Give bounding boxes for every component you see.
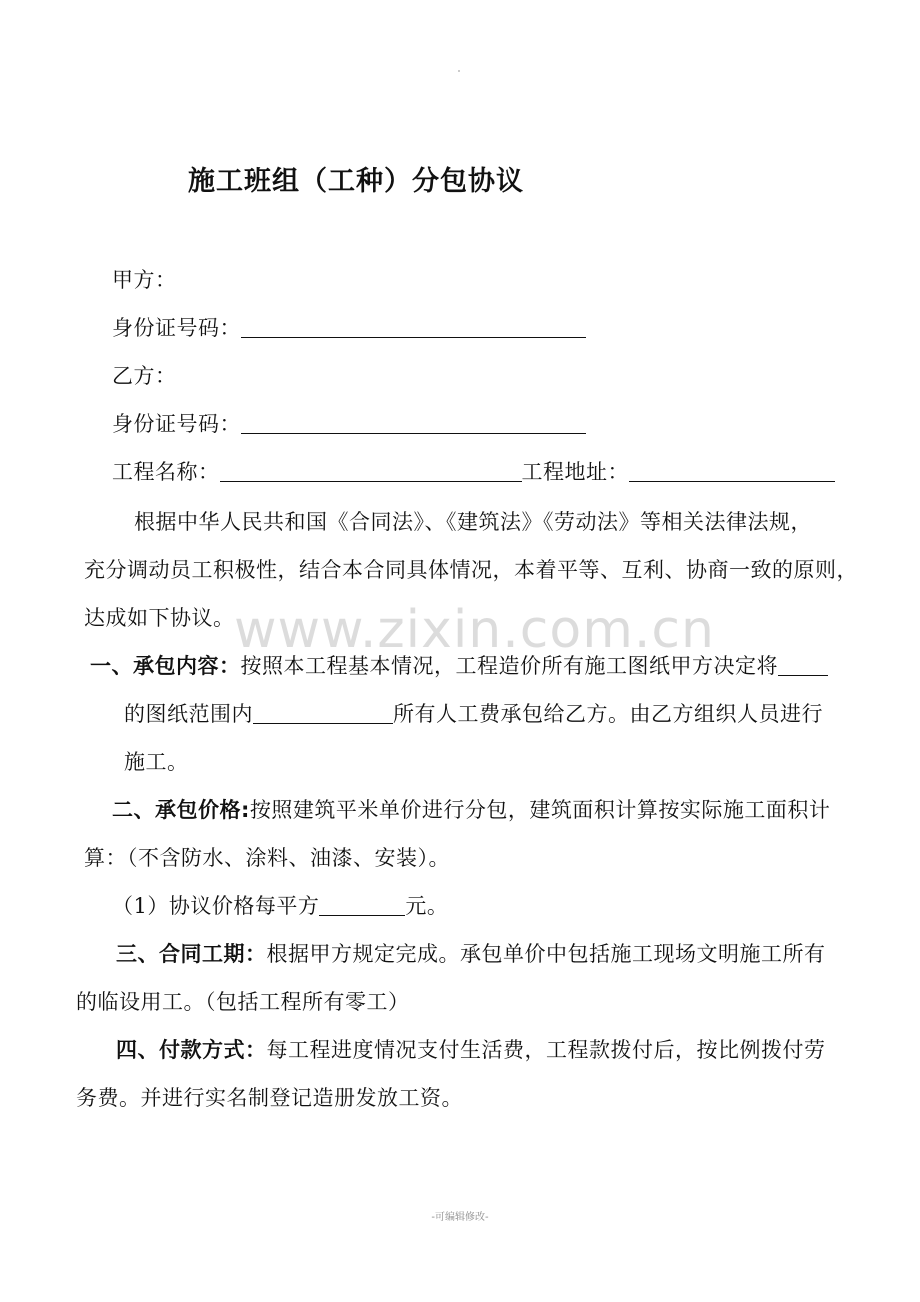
section1-line-3: 施工。 (124, 750, 189, 774)
section2-text-1: 按照建筑平米单价进行分包，建筑面积计算按实际施工面积计 (249, 798, 831, 822)
page-footer: -可编辑修改- (431, 1212, 489, 1223)
page-speck (458, 70, 460, 72)
section1-text-2b: 所有人工费承包给乙方。由乙方组织人员进行 (393, 702, 823, 726)
section2-line-1 (112, 796, 830, 824)
party-a-id-line (112, 314, 586, 342)
preamble-line-3: 达成如下协议。 (84, 606, 235, 630)
project-address-blank[interactable] (629, 459, 835, 482)
section2-heading: 二、承包价格: (112, 798, 250, 822)
party-b-id-label: 身份证号码： (112, 412, 241, 436)
section4-line-1 (116, 1036, 826, 1064)
section2-item-1a: （1）协议价格每平方 (112, 894, 320, 918)
section2-item-1 (112, 892, 448, 920)
party-a-label: 甲方： (112, 268, 177, 292)
section1-line-1 (90, 652, 828, 680)
section3-line-1 (116, 940, 826, 968)
section1-range-blank[interactable] (253, 701, 393, 724)
section4-text-1: 每工程进度情况支付生活费，工程款拨付后，按比例拨付劳 (266, 1038, 826, 1062)
party-b-line (112, 362, 177, 390)
party-a-id-blank[interactable] (241, 315, 586, 338)
preamble-line-1: 根据中华人民共和国《合同法》、《建筑法》《劳动法》等相关法律法规， (134, 510, 812, 534)
section3-text-1: 根据甲方规定完成。承包单价中包括施工现场文明施工所有 (266, 942, 826, 966)
project-name-label: 工程名称： (112, 460, 220, 484)
price-per-sqm-blank[interactable] (319, 893, 405, 916)
section3-heading: 三、合同工期： (116, 942, 267, 966)
section4-heading: 四、付款方式： (116, 1038, 267, 1062)
party-b-id-blank[interactable] (241, 411, 586, 434)
project-address-label: 工程地址： (521, 460, 629, 484)
section1-text-2a: 的图纸范围内 (124, 702, 253, 726)
section4-line-2: 务费。并进行实名制登记造册发放工资。 (76, 1086, 463, 1110)
section3-line-2: 的临设用工。（包括工程所有零工） (76, 990, 410, 1014)
section2-item-1b: 元。 (405, 894, 449, 918)
project-name-blank[interactable] (220, 459, 522, 482)
section1-heading: 一、承包内容： (90, 654, 241, 678)
party-b-label: 乙方： (112, 364, 177, 388)
section1-text-1: 按照本工程基本情况，工程造价所有施工图纸甲方决定将 (240, 654, 778, 678)
party-a-line (112, 266, 177, 294)
watermark: www.zixin.com.cn (234, 600, 715, 660)
section1-line-2 (124, 700, 823, 728)
project-info-line (112, 458, 835, 486)
section2-line-2: 算：（不含防水、涂料、油漆、安装）。 (84, 846, 450, 870)
party-a-id-label: 身份证号码： (112, 316, 241, 340)
preamble-line-2: 充分调动员工积极性，结合本合同具体情况，本着平等、互利、协商一致的原则， (84, 558, 858, 582)
section1-scope-blank[interactable] (778, 653, 828, 676)
document-title: 施工班组（工种）分包协议 (188, 166, 524, 197)
party-b-id-line (112, 410, 586, 438)
